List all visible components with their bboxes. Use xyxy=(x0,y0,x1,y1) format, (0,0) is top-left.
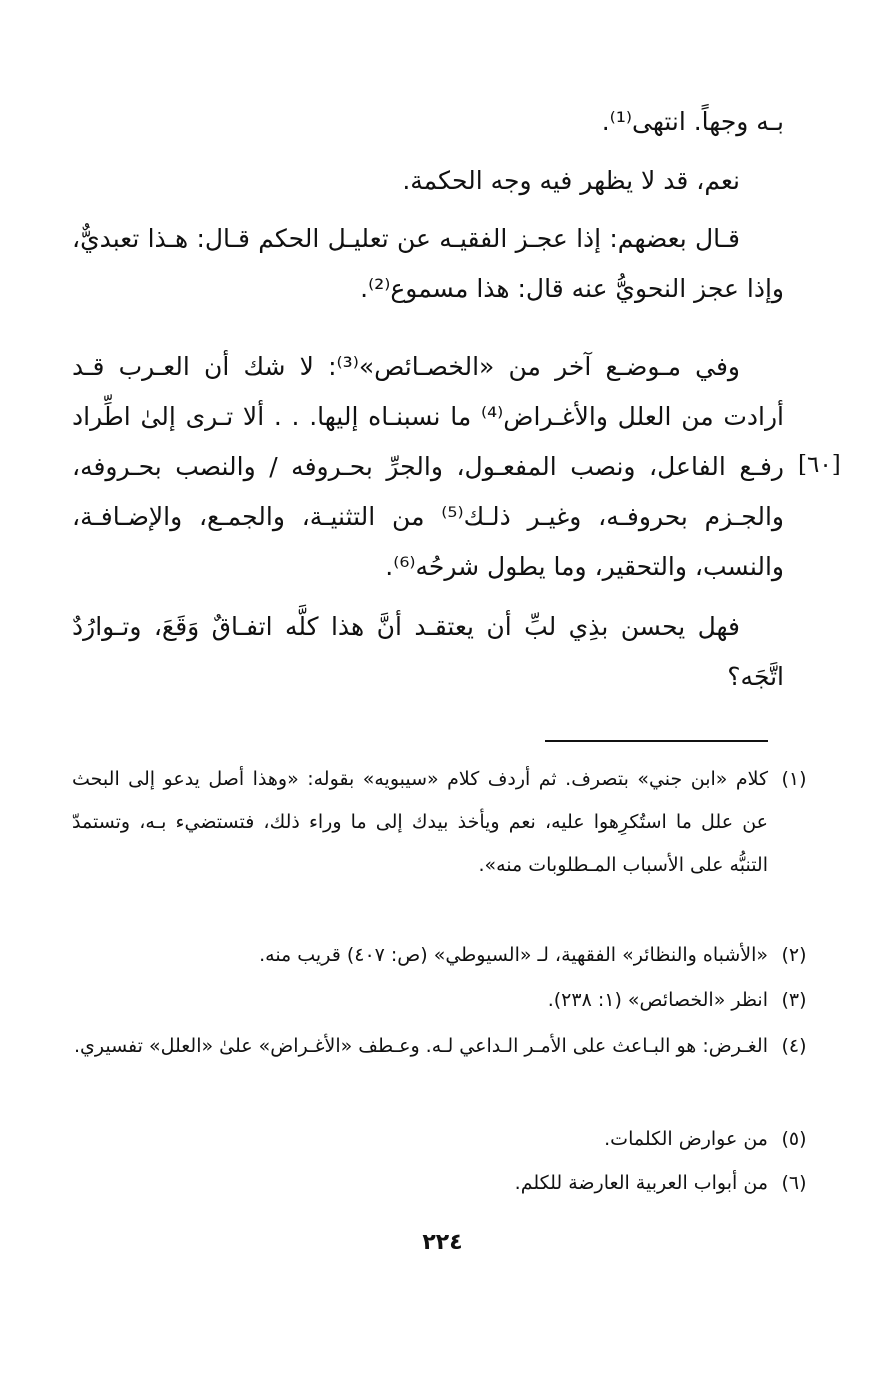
footnote-4 xyxy=(72,1025,807,1068)
footnote-5 xyxy=(72,1118,807,1161)
body-paragraph-5: فهل يحسن بذِي لبِّ أن يعتقـد أنَّ هذا كلَّه اتفـاقٌ وَقَعَ، وتـوارُدٌ اتَّجَه؟ xyxy=(72,612,784,691)
body-paragraph-4: وفي مـوضـع آخر من «الخصـائص»⁽³⁾: لا شك أن العـرب قـد أرادت من العلل والأغـراض⁽⁴⁾ ما نسبنـاه إليها. . . ألا تـرى إلىٰ اطِّراد رفـع الفاعل، ونصب المفعـول، والجرِّ بحـروفه / والنصب بحـروفه، والجـزم بحروفـه، وغيـر ذلـك⁽⁵⁾ من التثنيـة، والجمـع، والإضـافـة، والنسب، والتحقير، وما يطول شرحُه⁽⁶⁾. xyxy=(72,352,784,581)
footnote-text: من أبواب العربية العارضة للكلم. xyxy=(514,1172,768,1194)
footnote-text: انظر «الخصائص» (١: ٢٣٨). xyxy=(547,989,768,1011)
footnote-3 xyxy=(72,979,807,1022)
footnote-number: (٦) xyxy=(781,1172,807,1194)
footnote-number: (١) xyxy=(781,768,807,790)
page-number: ٢٢٤ xyxy=(422,1230,463,1255)
margin-page-reference: [٦٠] xyxy=(798,452,841,478)
footnote-text: «الأشباه والنظائر» الفقهية، لـ «السيوطي» (ص: ٤٠٧) قريب منه. xyxy=(259,944,768,966)
footnote-number: (٢) xyxy=(781,944,807,966)
footnote-text: الغـرض: هو البـاعث على الأمـر الـداعي لـه. وعـطف «الأغـراض» علىٰ «العلل» تفسيري. xyxy=(73,1035,768,1057)
footnote-6 xyxy=(72,1162,807,1205)
footnote-number: (٥) xyxy=(781,1128,807,1150)
footnote-number: (٤) xyxy=(781,1035,807,1057)
footnote-2 xyxy=(72,934,807,977)
footnote-text: كلام «ابن جني» بتصرف. ثم أردف كلام «سيبويه» بقوله: «وهذا أصل يدعو إلى البحث عن علل ما استُكرِهوا عليه، نعم ويأخذ بيدك إلى ما وراء ذلك، فتستضيء بـه، وتستمدّ التنبُّه على الأسباب المـطلوبات منه». xyxy=(72,768,768,876)
footnote-separator xyxy=(545,740,768,742)
footnote-number: (٣) xyxy=(781,989,807,1011)
body-paragraph-2: نعم، قد لا يظهر فيه وجه الحكمة. xyxy=(402,166,740,195)
footnote-text: من عوارض الكلمات. xyxy=(604,1128,768,1150)
footnote-1 xyxy=(72,758,807,887)
body-paragraph-3: قـال بعضهم: إذا عجـز الفقيـه عن تعليـل الحكم قـال: هـذا تعبديٌّ، وإذا عجز النحويُّ عنه قال: هذا مسموع⁽²⁾. xyxy=(72,224,784,303)
body-paragraph-1: بـه وجهاً. انتهى⁽¹⁾. xyxy=(601,107,784,136)
